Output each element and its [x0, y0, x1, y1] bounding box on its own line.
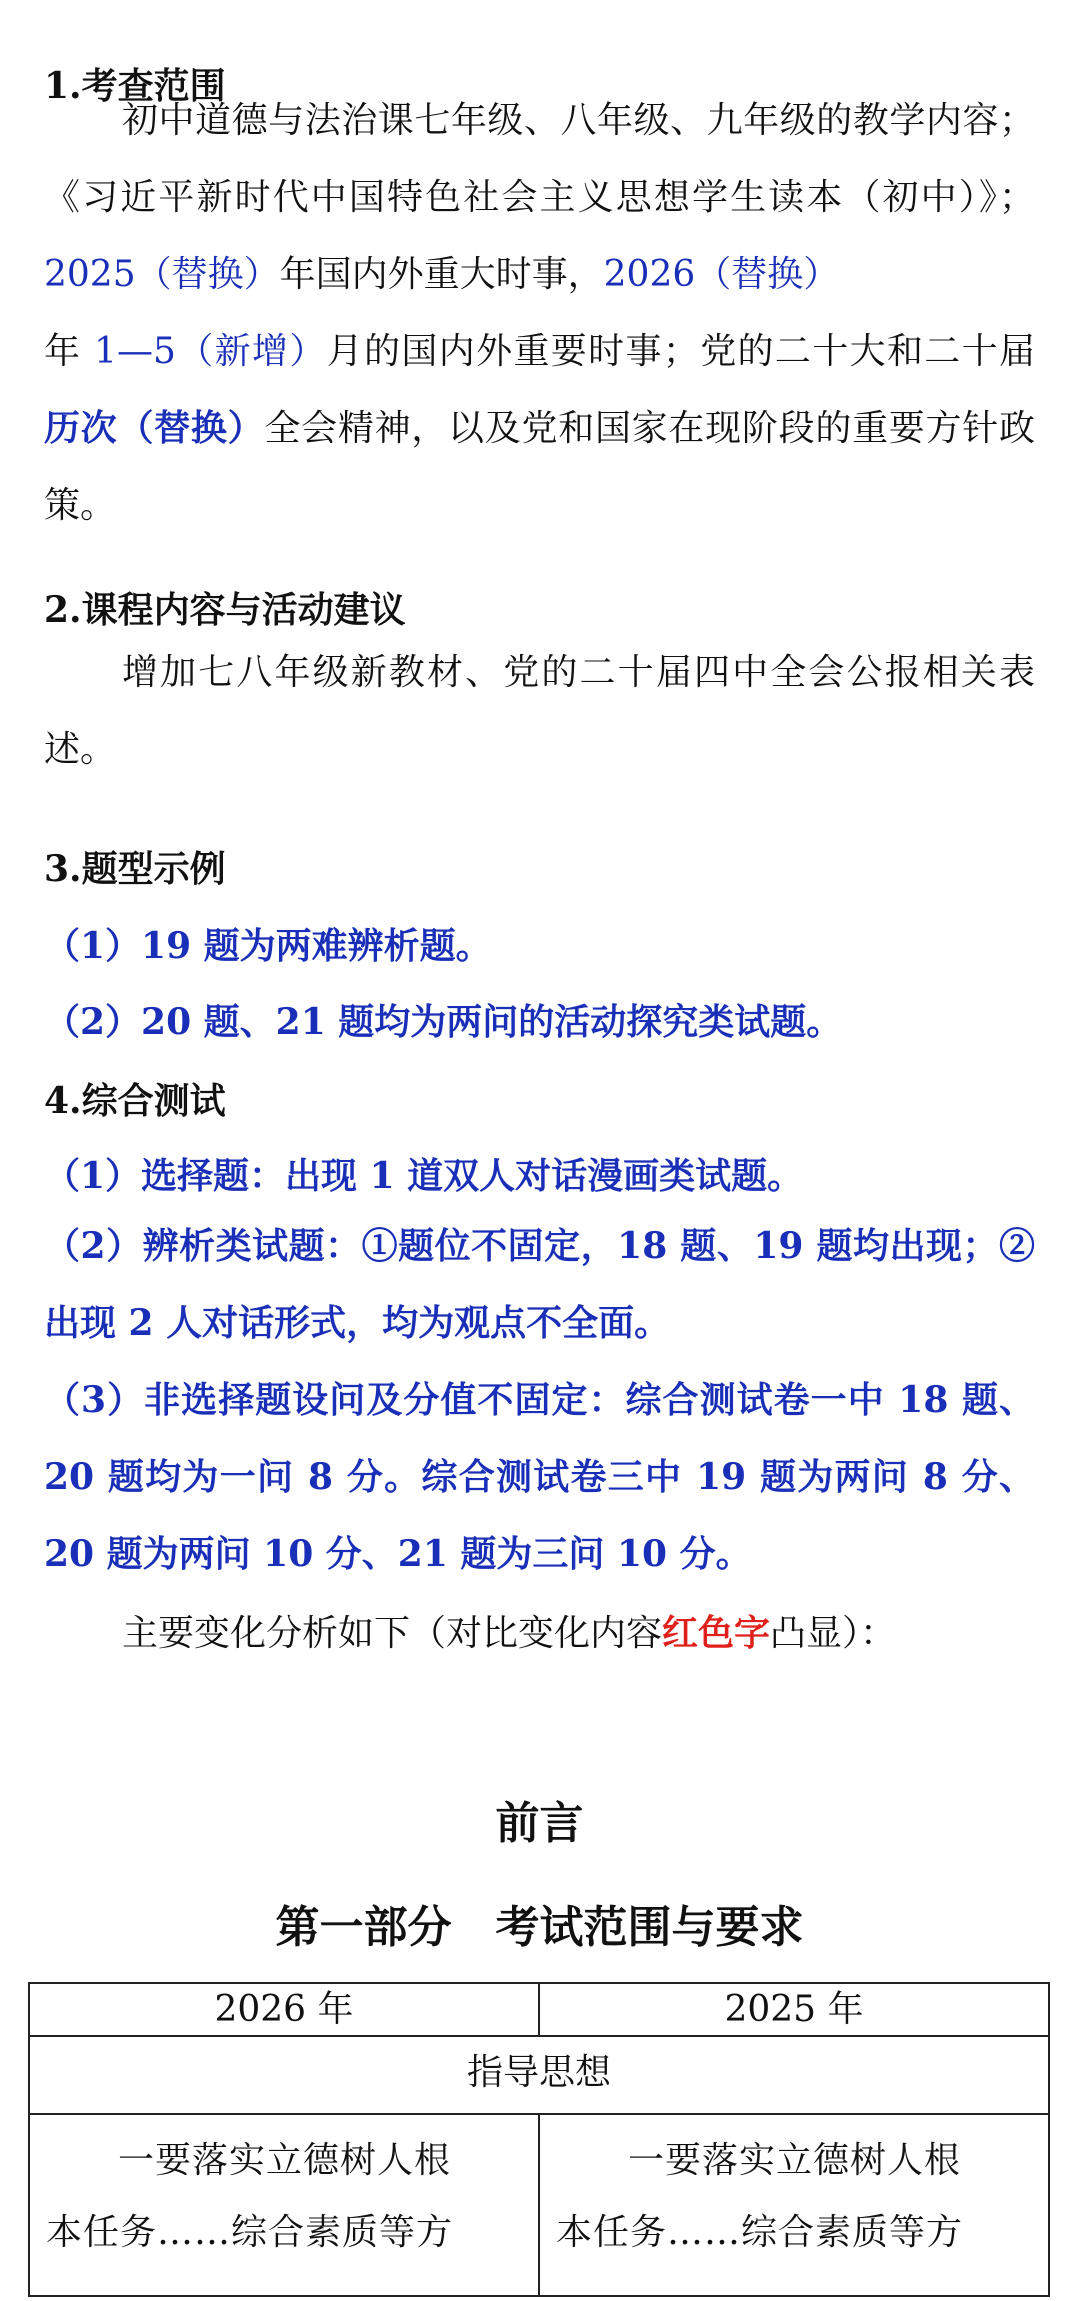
summary-after: 凸显）： [770, 1613, 897, 1654]
section-4-item-1: （1）选择题：出现 1 道双人对话漫画类试题。 [44, 1155, 804, 1197]
summary-red-text: 红色字 [662, 1612, 771, 1654]
section-1-heading: 1.考查范围 [44, 65, 226, 107]
table-row-header-guiding-ideology: 指导思想 [29, 2036, 1049, 2114]
table-cell-2025 [539, 2114, 1049, 2296]
s1-text-5: 全会精神，以及党和国家在现阶段的重要方针政策。 [44, 408, 1035, 526]
cell-2025-line-2: 本任务……综合素质等方 [556, 2212, 964, 2253]
section-4-item-3: （3）非选择题设问及分值不固定：综合测试卷一中 18 题、20 题均为一问 8 分。综合测试卷三中 19 题为两问 8 分、20 题为两问 10 分、21 题为三问 10 分。 [44, 1379, 1035, 1575]
s1-text-1: 初中道德与法治课七年级、八年级、九年级的教学内容；《习近平新时代中国特色社会主义思想学生读本（初中）》； [44, 100, 1035, 218]
cell-2025-line-1: 一要落实立德树人根 [628, 2140, 962, 2181]
table-header-row [29, 1983, 1049, 2036]
table-header-2026: 2026 年 [29, 1983, 539, 2036]
section-2-heading: 2.课程内容与活动建议 [44, 589, 406, 631]
s1-text-2: 年国内外重大时事， [279, 254, 604, 295]
s1-highlight-months: 1—5（新增） [94, 331, 327, 372]
s1-highlight-2025: 2025（替换） [44, 254, 280, 295]
table-row [29, 2114, 1049, 2296]
section-1-paragraph [44, 82, 1035, 544]
section-2-paragraph: 增加七八年级新教材、党的二十届四中全会公报相关表述。 [44, 652, 1035, 770]
table-header-2025: 2025 年 [539, 1983, 1049, 2036]
cell-2026-line-2: 本任务……综合素质等方 [46, 2212, 454, 2253]
s1-text-3: 年 [44, 331, 95, 372]
s1-highlight-2026: 2026（替换） [603, 254, 840, 295]
section-4-heading: 4.综合测试 [44, 1080, 226, 1122]
s1-highlight-sessions: 历次（替换） [44, 407, 265, 449]
section-3-item-1: （1）19 题为两难辨析题。 [44, 925, 492, 967]
part-title: 第一部分 考试范围与要求 [275, 1902, 804, 1953]
section-3-heading: 3.题型示例 [44, 848, 226, 890]
table-cell-2026 [29, 2114, 539, 2296]
summary-before: 主要变化分析如下（对比变化内容 [122, 1613, 663, 1654]
section-4-item-2: （2）辨析类试题：①题位不固定，18 题、19 题均出现；②出现 2 人对话形式，均为观点不全面。 [44, 1225, 1035, 1344]
section-3-item-2: （2）20 题、21 题均为两问的活动探究类试题。 [44, 1001, 843, 1043]
foreword-title: 前言 [495, 1798, 584, 1849]
comparison-table [28, 1982, 1050, 2297]
table-section-row [29, 2036, 1049, 2114]
summary-line [44, 1595, 1035, 1672]
cell-2026-line-1: 一要落实立德树人根 [118, 2140, 452, 2181]
s1-text-4: 月的国内外重要时事；党的二十大和二十届 [326, 331, 1035, 372]
